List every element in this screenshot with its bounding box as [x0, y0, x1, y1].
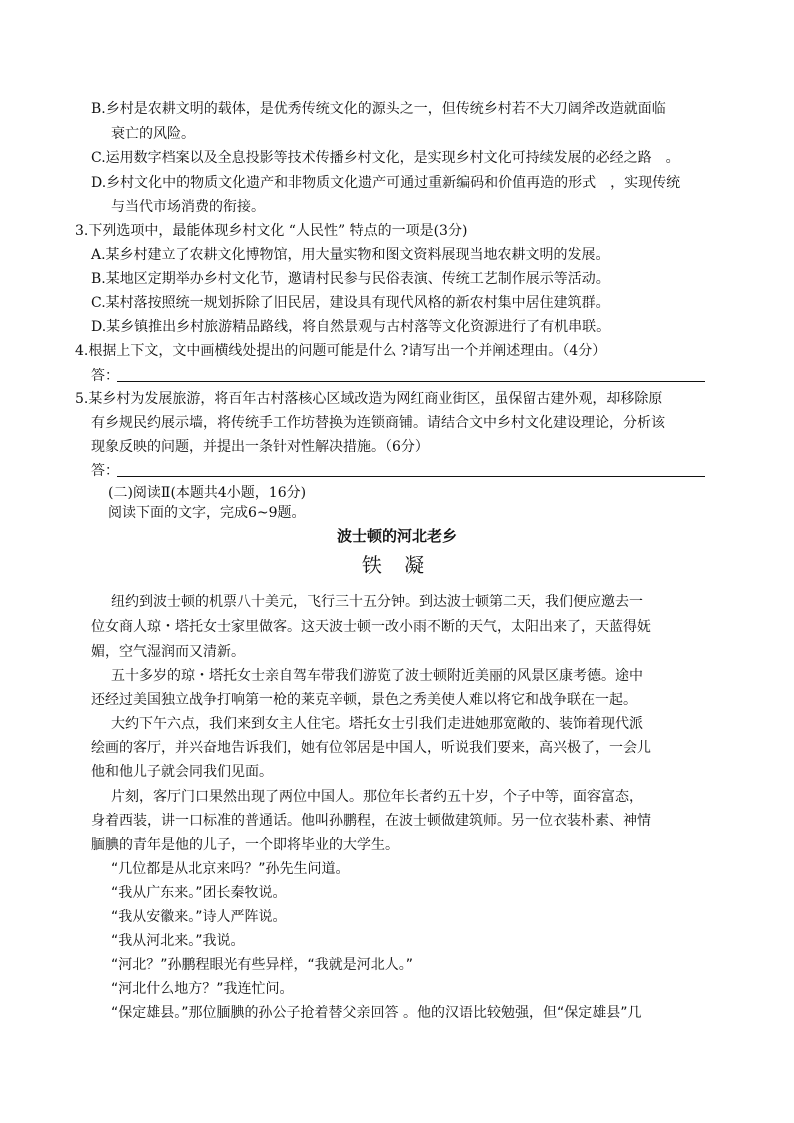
- q3-option-a: A.某乡村建立了农耕文化博物馆，用大量实物和图文资料展现当地农耕文明的发展。: [91, 247, 610, 263]
- article-line: 还经过美国独立战争打响第一枪的莱克辛顿，景色之秀美使人难以将它和战争联在一起。: [91, 692, 637, 708]
- q3-option-b: B.某地区定期举办乡村文化节，邀请村民参与民俗表演、传统工艺制作展示等活动。: [91, 271, 610, 287]
- section-instruction: 阅读下面的文字，完成6~9题。: [108, 505, 306, 521]
- q4-stem: 4.根据上下文，文中画横线处提出的问题可能是什么 ?请写出一个并阐述理由。（4分）: [75, 343, 607, 359]
- q2-option-d-line2: 与当代市场消费的衔接。: [111, 199, 265, 215]
- q5-answer-label: 答：: [91, 463, 119, 479]
- q5-line1: 5.某乡村为发展旅游，将百年古村落核心区域改造为网红商业街区，虽保留古建外观，却移除原: [75, 391, 663, 407]
- q2-option-b-line1: B.乡村是农耕文明的载体，是优秀传统文化的源头之一，但传统乡村若不大刀阔斧改造就面临: [91, 101, 666, 117]
- article-line: 片刻，客厅门口果然出现了两位中国人。那位年长者约五十岁，个子中等，面容富态，: [111, 789, 643, 805]
- q3-option-d: D.某乡镇推出乡村旅游精品路线，将自然景观与古村落等文化资源进行了有机串联。: [91, 319, 611, 335]
- article-line: 大约下午六点，我们来到女主人住宅。塔托女士引我们走进她那宽敞的、装饰着现代派: [111, 716, 643, 732]
- q3-option-c: C.某村落按照统一规划拆除了旧民居，建设具有现代风格的新农村集中居住建筑群。: [91, 295, 610, 311]
- article-line: 五十多岁的琼・塔托女士亲自驾车带我们游览了波士顿附近美丽的风景区康考德。途中: [111, 668, 643, 684]
- article-line: “我从安徽来。”诗人严阵说。: [111, 909, 287, 925]
- article-line: 位女商人琼・塔托女士家里做客。这天波士顿一改小雨不断的天气，太阳出来了，天蓝得妩: [91, 619, 651, 635]
- article-title: 波士顿的河北老乡: [336, 527, 457, 545]
- q5-answer-line[interactable]: [117, 476, 705, 477]
- article-line: 绘画的客厅，并兴奋地告诉我们，她有位邻居是中国人，听说我们要来，高兴极了，一会儿: [91, 740, 651, 756]
- q2-option-c: C.运用数字档案以及全息投影等技术传播乡村文化，是实现乡村文化可持续发展的必经之路 。: [91, 150, 680, 166]
- article-line: “河北？”孙鹏程眼光有些异样，“我就是河北人。”: [111, 957, 414, 973]
- article-line: “几位都是从北京来吗？”孙先生问道。: [111, 861, 350, 877]
- article-line: 身着西装，讲一口标准的普通话。他叫孙鹏程，在波士顿做建筑师。另一位衣装朴素、神情: [91, 813, 651, 829]
- q2-option-b-line2: 衰亡的风险。: [111, 126, 195, 142]
- article-author: 铁 凝: [361, 553, 433, 577]
- article-line: 纽约到波士顿的机票八十美元，飞行三十五分钟。到达波士顿第二天，我们便应邀去一: [111, 594, 643, 610]
- q3-stem: 3.下列选项中，最能体现乡村文化 “人民性” 特点的一项是(3分): [75, 223, 468, 239]
- article-line: “我从河北来。”我说。: [111, 933, 245, 949]
- q5-line2: 有乡规民约展示墙，将传统手工作坊替换为连锁商铺。请结合文中乡村文化建设理论，分析该: [91, 415, 665, 431]
- section-heading: (二)阅读Ⅱ(本题共4小题，16分): [108, 485, 307, 501]
- q5-line3: 现象反映的问题，并提出一条针对性解决措施。（6分）: [91, 439, 429, 455]
- q2-option-d-line1: D.乡村文化中的物质文化遗产和非物质文化遗产可通过重新编码和价值再造的形式 ，实现传统: [91, 175, 681, 191]
- article-line: “河北什么地方？”我连忙问。: [111, 981, 294, 997]
- article-line: 媚，空气湿润而又清新。: [91, 644, 245, 660]
- article-line: 他和他儿子就会同我们见面。: [91, 764, 273, 780]
- article-line: “保定雄县。”那位腼腆的孙公子抢着替父亲回答 。他的汉语比较勉强，但“保定雄县”几: [111, 1005, 642, 1021]
- article-line: “我从广东来。”团长秦牧说。: [111, 885, 287, 901]
- article-line: 腼腆的青年是他的儿子，一个即将毕业的大学生。: [91, 837, 399, 853]
- q4-answer-label: 答：: [91, 368, 119, 384]
- q4-answer-line[interactable]: [117, 381, 705, 382]
